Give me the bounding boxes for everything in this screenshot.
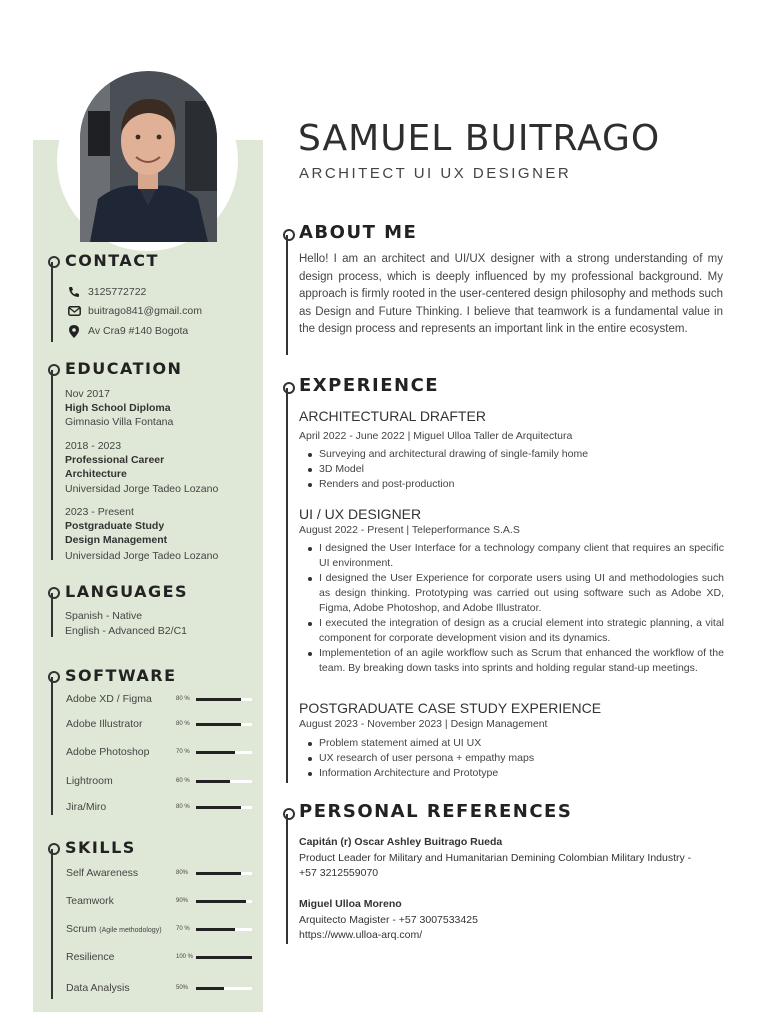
job-bullet: 3D Model [319, 462, 724, 477]
software-level-bar [196, 751, 252, 754]
education-date: 2018 - 2023 [65, 440, 122, 452]
education-date: Nov 2017 [65, 388, 110, 400]
software-label [66, 746, 150, 758]
software-level-fill [196, 780, 230, 783]
language-item: Spanish - Native [65, 610, 143, 622]
skills-percent: 50% [176, 985, 189, 991]
mail-icon [66, 304, 82, 318]
profile-photo [80, 71, 217, 242]
skills-label [66, 867, 138, 879]
reference-entry [299, 897, 709, 944]
skills-level-fill [196, 987, 224, 990]
skills-row [66, 867, 256, 881]
contact-address [66, 324, 188, 338]
person-name: SAMUEL BUITRAGO [298, 118, 661, 159]
job-meta: August 2023 - November 2023 | Design Management [299, 718, 548, 730]
education-school: Universidad Jorge Tadeo Lozano [65, 483, 219, 495]
software-percent: 80 % [176, 804, 190, 810]
skills-percent: 80% [176, 870, 189, 876]
software-level-bar [196, 780, 252, 783]
skills-name: Data Analysis [66, 982, 130, 994]
references-timeline [286, 814, 288, 944]
reference-name: Capitán (r) Oscar Ashley Buitrago Rueda [299, 836, 503, 848]
job-bullets [319, 447, 724, 492]
software-label [66, 693, 152, 705]
contact-timeline [51, 262, 53, 342]
software-level-bar [196, 723, 252, 726]
job-bullet: Renders and post-production [319, 477, 724, 492]
skills-note: (Agile methodology) [99, 927, 162, 934]
software-label [66, 775, 113, 787]
job-headline: ARCHITECT UI UX DESIGNER [299, 165, 572, 182]
skills-level-bar [196, 928, 252, 931]
skills-row [66, 923, 256, 937]
skills-level-bar [196, 900, 252, 903]
software-name: Adobe XD / Figma [66, 693, 152, 705]
software-level-fill [196, 751, 235, 754]
about-title: ABOUT ME [299, 222, 418, 243]
software-row [66, 693, 256, 707]
software-label [66, 801, 106, 813]
education-degree: High School Diploma [65, 402, 171, 414]
sidebar [33, 140, 263, 1012]
skills-row [66, 951, 256, 965]
contact-title: CONTACT [65, 251, 159, 270]
software-row [66, 746, 256, 760]
job-bullet: Problem statement aimed at UI UX [319, 736, 724, 751]
education-school: Gimnasio Villa Fontana [65, 416, 174, 428]
skills-level-bar [196, 987, 252, 990]
software-name: Jira/Miro [66, 801, 107, 813]
job-bullet: Information Architecture and Prototype [319, 766, 724, 781]
email-address[interactable]: buitrago841@gmail.com [88, 305, 202, 317]
skills-timeline [51, 849, 53, 999]
software-percent: 70 % [176, 749, 190, 755]
skills-percent: 90% [176, 898, 189, 904]
job-bullet: Surveying and architectural drawing of single-family home [319, 447, 724, 462]
skills-name: Self Awareness [66, 867, 139, 879]
education-degree: Postgraduate Study [65, 520, 165, 532]
about-timeline [286, 235, 288, 355]
job-role: POSTGRADUATE CASE STUDY EXPERIENCE [299, 700, 602, 716]
education-date: 2023 - Present [65, 506, 134, 518]
software-level-bar [196, 698, 252, 701]
skills-level-bar [196, 956, 252, 959]
reference-name: Miguel Ulloa Moreno [299, 898, 402, 910]
contact-phone [66, 285, 146, 299]
job-bullet: I designed the User Experience for corporate users using UI and methodologies such as design thinking. Prototyping was carried out using software such as Adobe XD, Figma, Adobe Photoshop, and Adobe Illustrator. [319, 572, 724, 614]
skills-name: Resilience [66, 951, 115, 963]
skills-percent: 100 % [176, 954, 194, 960]
software-level-fill [196, 806, 241, 809]
skills-label [66, 951, 114, 963]
software-percent: 80 % [176, 696, 190, 702]
skills-label [66, 923, 162, 935]
skills-row [66, 982, 256, 996]
skills-name: Teamwork [66, 895, 114, 907]
skills-level-bar [196, 872, 252, 875]
job-bullet: I designed the User Interface for a technology company client that requires an specific UI environment. [319, 542, 724, 569]
software-row [66, 801, 256, 815]
education-timeline [51, 370, 53, 560]
skills-name: Scrum [66, 923, 97, 935]
software-level-fill [196, 723, 241, 726]
job-bullet: I executed the integration of design as a crucial element into strategic planning, a vital component for corporate development vision and its dynamics. [319, 617, 724, 644]
software-name: Lightroom [66, 775, 113, 787]
reference-link[interactable]: https://www.ulloa-arq.com/ [299, 929, 423, 941]
skills-level-fill [196, 956, 252, 959]
job-meta: April 2022 - June 2022 | Miguel Ulloa Taller de Arquitectura [299, 430, 573, 442]
job-meta: August 2022 - Present | Teleperformance S.A.S [299, 524, 520, 536]
address-text: Av Cra9 #140 Bogota [88, 325, 189, 337]
skills-percent: 70 % [176, 926, 190, 932]
skills-level-fill [196, 928, 235, 931]
job-bullets [319, 736, 724, 781]
software-label [66, 718, 142, 730]
languages-timeline [51, 593, 53, 637]
software-level-bar [196, 806, 252, 809]
software-timeline [51, 677, 53, 815]
reference-detail: Arquitecto Magister - +57 3007533425 [299, 913, 478, 926]
references-title: PERSONAL REFERENCES [299, 801, 573, 822]
software-row [66, 718, 256, 732]
phone-icon [66, 285, 82, 299]
skills-label [66, 982, 130, 994]
languages-title: LANGUAGES [65, 582, 189, 601]
software-name: Adobe Illustrator [66, 718, 143, 730]
job-role: ARCHITECTURAL DRAFTER [299, 408, 486, 424]
software-percent: 60 % [176, 778, 190, 784]
education-school: Universidad Jorge Tadeo Lozano [65, 550, 219, 562]
location-pin-icon [66, 324, 82, 338]
education-degree: Professional Career [65, 454, 165, 466]
skills-row [66, 895, 256, 909]
software-name: Adobe Photoshop [66, 746, 150, 758]
software-level-fill [196, 698, 241, 701]
reference-entry [299, 835, 709, 882]
software-title: SOFTWARE [65, 666, 177, 685]
phone-number: 3125772722 [88, 286, 147, 298]
experience-timeline [286, 388, 288, 783]
about-text: Hello! I am an architect and UI/UX designer with a strong understanding of my design process, which is deeply influenced by my professional background. My approach is firmly rooted in the user-centered design philosophy and methods such as Design and Future Thinking. I believe that teamwork is a fundamental value in the design process and represents an important link in the entire ecosystem. [299, 253, 723, 335]
job-bullet: UX research of user persona + empathy maps [319, 751, 724, 766]
job-role: UI / UX DESIGNER [299, 506, 422, 522]
skills-title: SKILLS [65, 838, 136, 857]
skills-level-fill [196, 872, 241, 875]
software-row [66, 775, 256, 789]
reference-detail: Product Leader for Military and Humanitarian Demining Colombian Military Industry - +57 3212559070 [299, 851, 692, 879]
education-degree-line2: Design Management [65, 534, 168, 546]
job-bullets [319, 541, 724, 676]
skills-level-fill [196, 900, 246, 903]
language-item: English - Advanced B2/C1 [65, 625, 187, 637]
education-title: EDUCATION [65, 359, 183, 378]
contact-email [66, 304, 202, 318]
education-degree-line2: Architecture [65, 468, 127, 480]
software-percent: 80 % [176, 721, 190, 727]
experience-title: EXPERIENCE [299, 375, 440, 396]
job-bullet: Implementetion of an agile workflow such as Scrum that enhanced the workflow of the team. By breaking down tasks into sprints and holding regular stand-up meetings. [319, 647, 724, 674]
skills-label [66, 895, 114, 907]
